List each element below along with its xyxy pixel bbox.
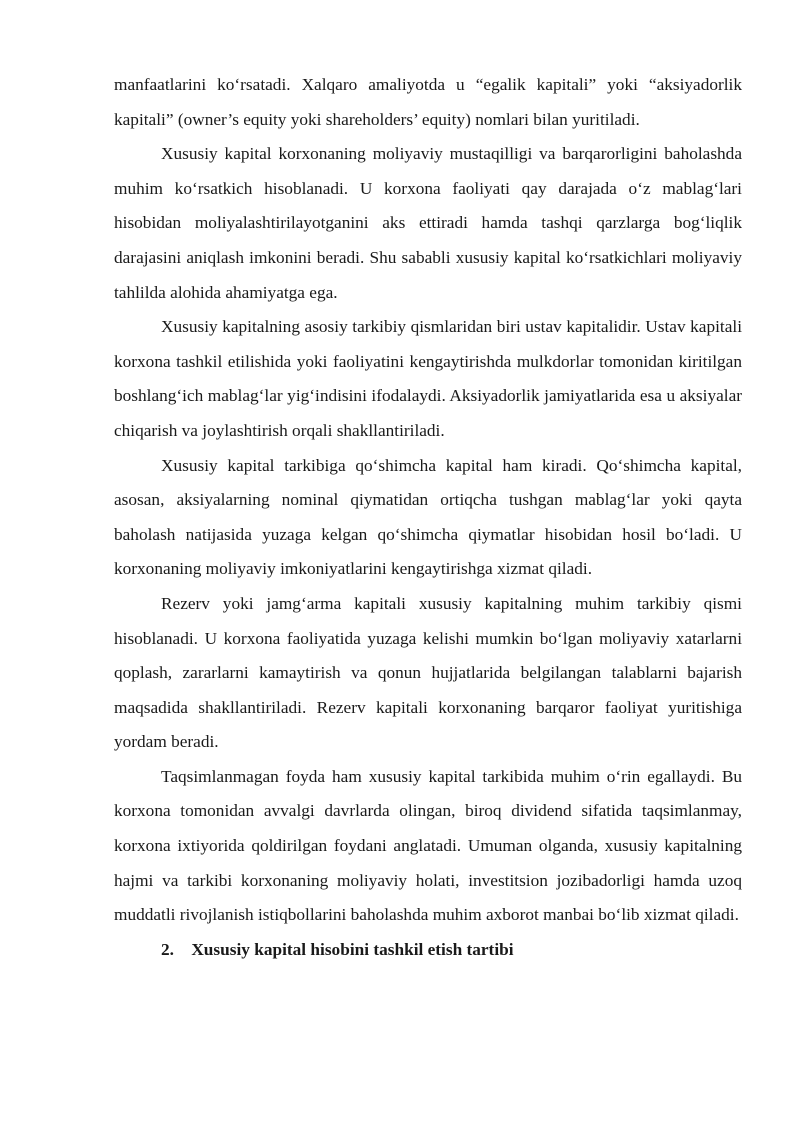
- section-title: Xususiy kapital hisobini tashkil etish tartibi: [191, 939, 514, 959]
- document-page: [114, 68, 742, 967]
- section-number: 2.: [161, 939, 174, 959]
- paragraph-charter-capital: Xususiy kapitalning asosiy tarkibiy qismlaridan biri ustav kapitalidir. Ustav kapitali korxona tashkil etilishida yoki faoliyatini kengaytirishda mulkdorlar tomonidan kiritilgan boshlang‘ich mablag‘lar yig‘indisini ifodalaydi. Aksiyadorlik jamiyatlarida esa u aksiyalar chiqarish va joylashtirish orqali shakllantiriladi.: [114, 317, 742, 440]
- paragraph-reserve-capital: Rezerv yoki jamg‘arma kapitali xususiy kapitalning muhim tarkibiy qismi hisoblanadi. U korxona faoliyatida yuzaga kelishi mumkin bo‘lgan moliyaviy xatarlarni qoplash, zararlarni kamaytirish va qonun hujjatlarida belgilangan talablarni bajarish maqsadida shakllantiriladi. Rezerv kapitali korxonaning barqaror faoliyat yuritishiga yordam beradi.: [114, 593, 742, 752]
- section-heading: [114, 933, 742, 968]
- paragraph-retained-earnings: Taqsimlanmagan foyda ham xususiy kapital tarkibida muhim o‘rin egallaydi. Bu korxona tomonidan avvalgi davrlarda olingan, biroq dividend sifatida taqsimlanmay, korxona ixtiyorida qoldirilgan foydani anglatadi. Umuman olganda, xususiy kapitalning hajmi va tarkibi korxonaning moliyaviy holati, investitsion jozibadorligi hamda uzoq muddatli rivojlanish istiqbollarini baholashda muhim axborot manbai bo‘lib xizmat qiladi.: [114, 766, 742, 925]
- paragraph-equity-importance: Xususiy kapital korxonaning moliyaviy mustaqilligi va barqarorligini baholashda muhim ko‘rsatkich hisoblanadi. U korxona faoliyati qay darajada o‘z mablag‘lari hisobidan moliyalashtirilayotganini aks ettiradi hamda tashqi qarzlarga bog‘liqlik darajasini aniqlash imkonini beradi. Shu sababli xususiy kapital ko‘rsatkichlari moliyaviy tahlilda alohida ahamiyatga ega.: [114, 144, 742, 302]
- paragraph-additional-capital: Xususiy kapital tarkibiga qo‘shimcha kapital ham kiradi. Qo‘shimcha kapital, asosan, aksiyalarning nominal qiymatidan ortiqcha tushgan mablag‘lar yoki qayta baholash natijasida yuzaga kelgan qo‘shimcha qiymatlar hisobidan hosil bo‘ladi. U korxonaning moliyaviy imkoniyatlarini kengaytirishga xizmat qiladi.: [114, 455, 742, 579]
- paragraph-continuation: manfaatlarini ko‘rsatadi. Xalqaro amaliyotda u “egalik kapitali” yoki “aksiyadorlik kapitali” (owner’s equity yoki shareholders’ equity) nomlari bilan yuritiladi.: [114, 75, 742, 129]
